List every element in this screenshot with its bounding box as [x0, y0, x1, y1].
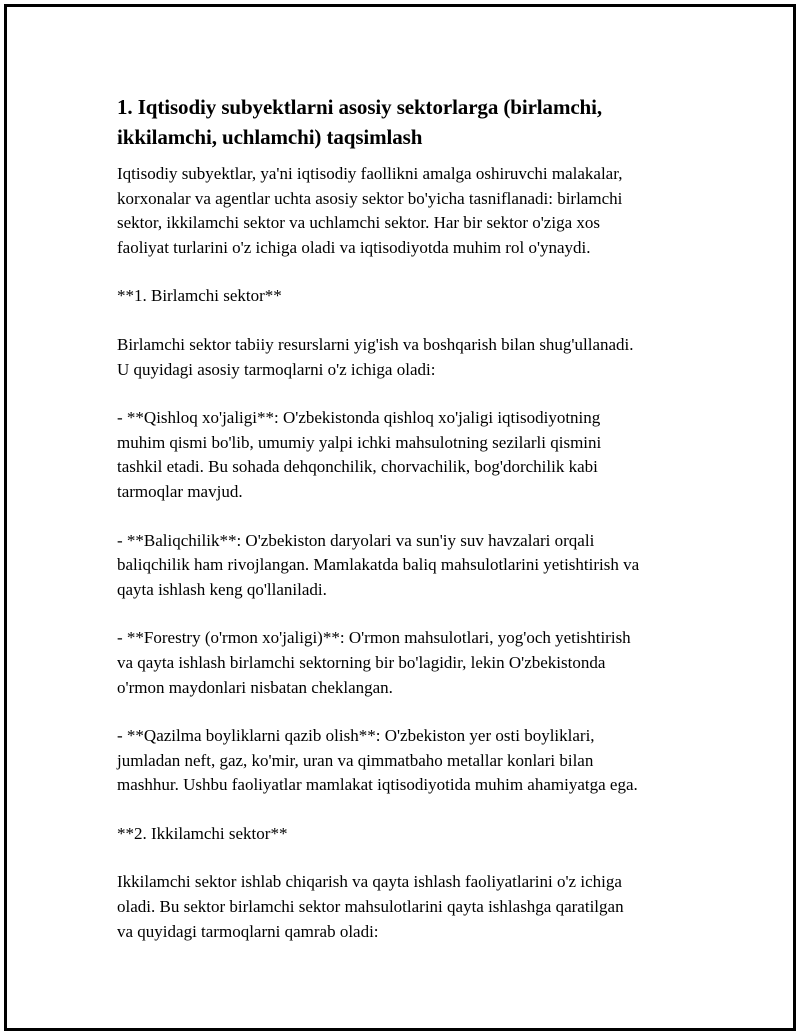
- text-line: mashhur. Ushbu faoliyatlar mamlakat iqtisodiyotida muhim ahamiyatga ega.: [117, 775, 638, 795]
- text-line: va quyidagi tarmoqlarni qamrab oladi:: [117, 921, 379, 941]
- text-line: va qayta ishlash birlamchi sektorning bir bo'lagidir, lekin O'zbekistonda: [117, 652, 606, 672]
- text-line: muhim qismi bo'lib, umumiy yalpi ichki mahsulotning sezilarli qismini: [117, 432, 602, 452]
- text-line: tarmoqlar mavjud.: [117, 481, 243, 501]
- text-line: qayta ishlash keng qo'llaniladi.: [117, 579, 327, 599]
- text-line: baliqchilik ham rivojlangan. Mamlakatda baliq mahsulotlarini yetishtirish va: [117, 555, 640, 575]
- text-line: - **Forestry (o'rmon xo'jaligi)**: O'rmon mahsulotlari, yog'och yetishtirish: [117, 628, 631, 648]
- text-line: jumladan neft, gaz, ko'mir, uran va qimmatbaho metallar konlari bilan: [117, 750, 594, 770]
- text-line: o'rmon maydonlari nisbatan cheklangan.: [117, 677, 393, 697]
- document-body: [117, 92, 717, 968]
- list-item-forestry: [117, 626, 717, 700]
- text-line: **2. Ikkilamchi sektor**: [117, 823, 288, 843]
- secondary-sector-paragraph: [117, 870, 717, 944]
- section-heading: [117, 92, 717, 152]
- intro-paragraph: [117, 162, 717, 260]
- list-item-fishery: [117, 529, 717, 603]
- text-line: faoliyat turlarini o'z ichiga oladi va iqtisodiyotda muhim rol o'ynaydi.: [117, 237, 591, 257]
- list-item-agriculture: [117, 406, 717, 504]
- heading-line: ikkilamchi, uchlamchi) taqsimlash: [117, 125, 423, 149]
- text-line: Birlamchi sektor tabiiy resurslarni yig'ish va boshqarish bilan shug'ullanadi.: [117, 334, 634, 354]
- text-line: U quyidagi asosiy tarmoqlarni o'z ichiga oladi:: [117, 359, 436, 379]
- heading-line: 1. Iqtisodiy subyektlarni asosiy sektorlarga (birlamchi,: [117, 95, 603, 119]
- subheading-secondary-sector: [117, 822, 717, 847]
- text-line: - **Qishloq xo'jaligi**: O'zbekistonda qishloq xo'jaligi iqtisodiyotning: [117, 408, 601, 428]
- text-line: korxonalar va agentlar uchta asosiy sektor bo'yicha tasniflanadi: birlamchi: [117, 188, 623, 208]
- text-line: - **Qazilma boyliklarni qazib olish**: O'zbekiston yer osti boyliklari,: [117, 726, 595, 746]
- text-line: tashkil etadi. Bu sohada dehqonchilik, chorvachilik, bog'dorchilik kabi: [117, 457, 598, 477]
- subheading-primary-sector: [117, 284, 717, 309]
- text-line: Iqtisodiy subyektlar, ya'ni iqtisodiy faollikni amalga oshiruvchi malakalar,: [117, 164, 623, 183]
- primary-sector-paragraph: [117, 333, 717, 382]
- list-item-mining: [117, 724, 717, 798]
- text-line: Ikkilamchi sektor ishlab chiqarish va qayta ishlash faoliyatlarini o'z ichiga: [117, 872, 622, 892]
- text-line: oladi. Bu sektor birlamchi sektor mahsulotlarini qayta ishlashga qaratilgan: [117, 897, 624, 917]
- text-line: sektor, ikkilamchi sektor va uchlamchi sektor. Har bir sektor o'ziga xos: [117, 213, 600, 233]
- text-line: **1. Birlamchi sektor**: [117, 286, 282, 306]
- text-line: - **Baliqchilik**: O'zbekiston daryolari va sun'iy suv havzalari orqali: [117, 530, 595, 550]
